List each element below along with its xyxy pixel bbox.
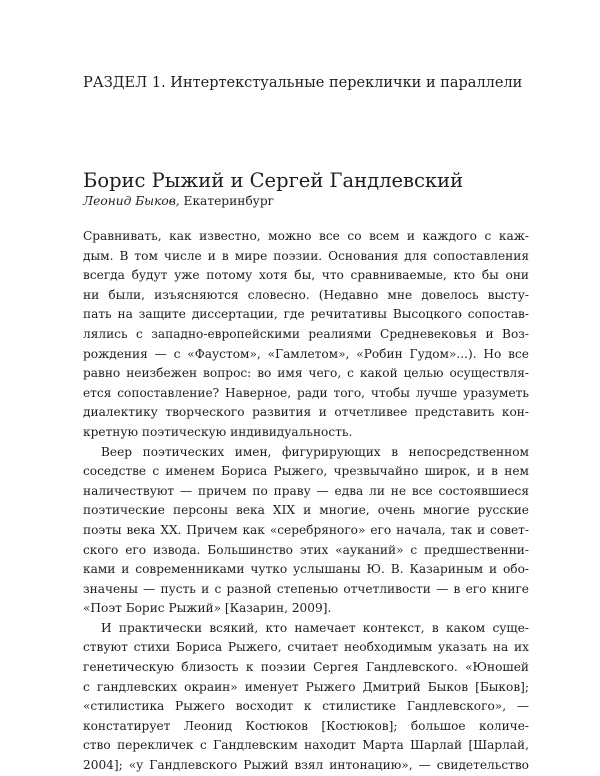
text-line: констатирует Леонид Костюков [Костюков]; большое количе- [83,718,529,733]
text-line: генетическую близость к поэзии Сергея Гандлевского. «Юношей [83,660,529,675]
text-line: равно неизбежен вопрос: во имя чего, с какой целью осуществля- [83,366,529,381]
text-line: И практически всякий, кто намечает контекст, в каком суще- [101,620,529,635]
text-line: диалектику творческого развития и отчетливее представить кон- [83,405,529,420]
paragraph [83,619,529,776]
text-line: лялись с западно-европейскими реалиями Средневековья и Воз- [83,326,529,341]
article-body [83,227,529,776]
author-name: Леонид Быков, [83,194,180,208]
text-line: поэтические персоны века XIX и многие, очень многие русские [83,503,529,518]
text-line: соседстве с именем Бориса Рыжего, чрезвычайно широк, и в нем [83,464,529,479]
text-line: рождения — с «Фаустом», «Гамлетом», «Робин Гудом»...). Но все [83,346,529,361]
text-line: Сравнивать, как известно, можно все со всем и каждого с каж- [83,229,529,243]
author-city: Екатеринбург [183,194,275,208]
text-line: ствуют стихи Бориса Рыжего, считает необходимым указать на их [83,640,529,655]
text-line: значены — пусть и с разной степенью отчетливости — в его книге [83,581,529,596]
text-line: «Поэт Борис Рыжий» [Казарин, 2009]. [83,601,332,616]
section-header: РАЗДЕЛ 1. Интертекстуальные переклички и параллели [83,75,523,91]
text-line: 2004]; «у Гандлевского Рыжий взял интонацию», — свидетельство [83,758,529,773]
paragraph [83,443,529,619]
text-line: ни были, изъясняются словесно. (Недавно мне довелось высту- [83,287,529,302]
text-line: ками и современниками чутко услышаны Ю. В. Казариным и обо- [83,562,529,577]
text-line: пать на защите диссертации, где речитативы Высоцкого сопостав- [83,307,529,322]
text-line: поэты века XX. Причем как «серебряного» его начала, так и совет- [83,522,529,537]
text-line: ство перекличек с Гандлевским находит Марта Шарлай [Шарлай, [83,738,529,753]
text-line: дым. В том числе и в мире поэзии. Основания для сопоставления [83,248,529,263]
text-line: всегда будут уже потому хотя бы, что сравниваемые, кто бы они [83,268,529,283]
text-line: ется сопоставление? Наверное, ради того, чтобы лучше уразуметь [83,385,529,400]
article-title: Борис Рыжий и Сергей Гандлевский [83,169,464,192]
text-line: «стилистика Рыжего восходит к стилистике Гандлевского», — [83,699,529,714]
text-line: Веер поэтических имен, фигурирующих в непосредственном [101,444,529,459]
text-line: кретную поэтическую индивидуальность. [83,424,353,439]
text-line: наличествуют — причем по праву — едва ли не все состоявшиеся [83,483,529,498]
byline [83,192,523,210]
text-line: с гандлевских окраин» именует Рыжего Дмитрий Быков [Быков]; [83,679,529,694]
text-line: ского его извода. Большинство этих «ауканий» с предшественни- [83,542,529,557]
paragraph [83,227,529,443]
